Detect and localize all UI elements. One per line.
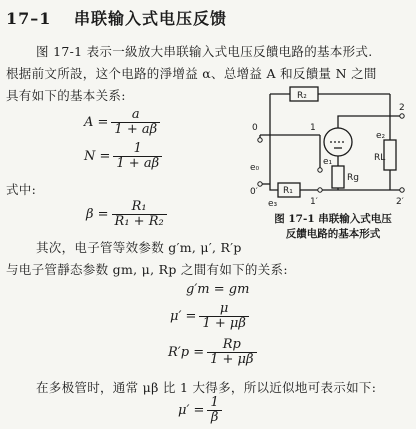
label-node-1: 1 [310, 123, 316, 133]
section-heading [6, 6, 227, 29]
equation-mu-approx-numerator: 1 [207, 396, 221, 411]
section-title: 串联输入式电压反馈 [73, 9, 227, 28]
label-node-0: 0 [252, 123, 258, 133]
equation-n-lhs: N = [84, 149, 111, 164]
equation-mu-approx-lhs: μ′ = [178, 403, 205, 418]
equation-beta-lhs: β = [86, 207, 109, 222]
terminal-2p [400, 188, 404, 192]
intro-line-1: 图 17-1 表示一級放大串联输入式电压反饋电路的基本形式. [36, 44, 373, 59]
label-r1: R₁ [283, 186, 293, 196]
equation-n-fraction [113, 142, 162, 171]
equation-rp-denominator: 1 + μβ [210, 352, 254, 367]
equation-rp [168, 338, 257, 367]
equation-a-denominator: 1 + aβ [114, 122, 158, 137]
label-e1: e₁ [323, 157, 333, 167]
equation-a-numerator: a [111, 108, 160, 123]
equation-mu-fraction [199, 302, 248, 331]
equation-beta-denominator: R₁ + R₂ [114, 214, 164, 229]
equation-mu-approx [178, 396, 222, 425]
equation-beta-fraction [112, 200, 167, 229]
intro-line-3: 具有如下的基本关系: [6, 88, 126, 103]
equation-n-numerator: 1 [113, 142, 162, 157]
params-line-2: 与电子管靜态参数 gm, μ, Rp 之間有如下的关系: [6, 262, 288, 277]
equation-rp-fraction [207, 338, 256, 367]
equation-mu-numerator: μ [199, 302, 248, 317]
equation-mu-denominator: 1 + μβ [202, 316, 246, 331]
equation-mu [170, 302, 249, 331]
equation-rp-numerator: Rp [207, 338, 256, 353]
label-r2: R₂ [297, 91, 307, 101]
label-e2: e₂ [376, 131, 386, 141]
label-node-2p: 2′ [396, 197, 404, 207]
circuit-diagram [250, 80, 410, 210]
equation-a-fraction [111, 108, 160, 137]
section-number: 17–1 [6, 9, 52, 28]
equation-mu-approx-fraction [207, 396, 221, 425]
terminal-1 [318, 168, 322, 172]
label-e0: e₀ [250, 163, 260, 173]
equation-a-lhs: A = [84, 115, 109, 130]
label-rg: Rg [347, 173, 359, 183]
label-node-2: 2 [399, 103, 405, 113]
equation-gm: g′m = gm [186, 282, 250, 297]
equation-n [84, 142, 162, 171]
terminal-0p [258, 182, 262, 186]
equation-beta [86, 200, 167, 229]
equation-beta-numerator: R₁ [112, 200, 167, 215]
formula-label: 式中: [6, 182, 37, 197]
multistage-line: 在多极管时，通常 μβ 比 1 大得多，所以近似地可表示如下: [36, 380, 377, 395]
terminal-2 [400, 114, 404, 118]
terminal-0 [258, 138, 262, 142]
equation-rp-lhs: R′p = [168, 345, 205, 360]
equation-n-denominator: 1 + aβ [116, 156, 160, 171]
label-rl: RL [374, 153, 386, 163]
label-e3: e₃ [268, 199, 278, 209]
label-node-0p: 0′ [250, 187, 258, 197]
params-line-1: 其次，电子管等效参数 g′m, μ′, R′p [36, 240, 242, 255]
figure-caption-line-1: 图 17-1 串联输入式电压 [274, 213, 392, 225]
equation-a [84, 108, 160, 137]
figure-caption-line-2: 反饋电路的基本形式 [285, 228, 381, 240]
intro-line-2: 根据前文所設，这个电路的淨增益 α、总增益 A 和反饋量 N 之間 [6, 66, 377, 81]
equation-mu-lhs: μ′ = [170, 309, 197, 324]
figure-caption [256, 212, 410, 242]
label-node-1p: 1′ [310, 197, 318, 207]
terminal-1p [318, 188, 322, 192]
equation-mu-approx-denominator: β [210, 410, 219, 425]
